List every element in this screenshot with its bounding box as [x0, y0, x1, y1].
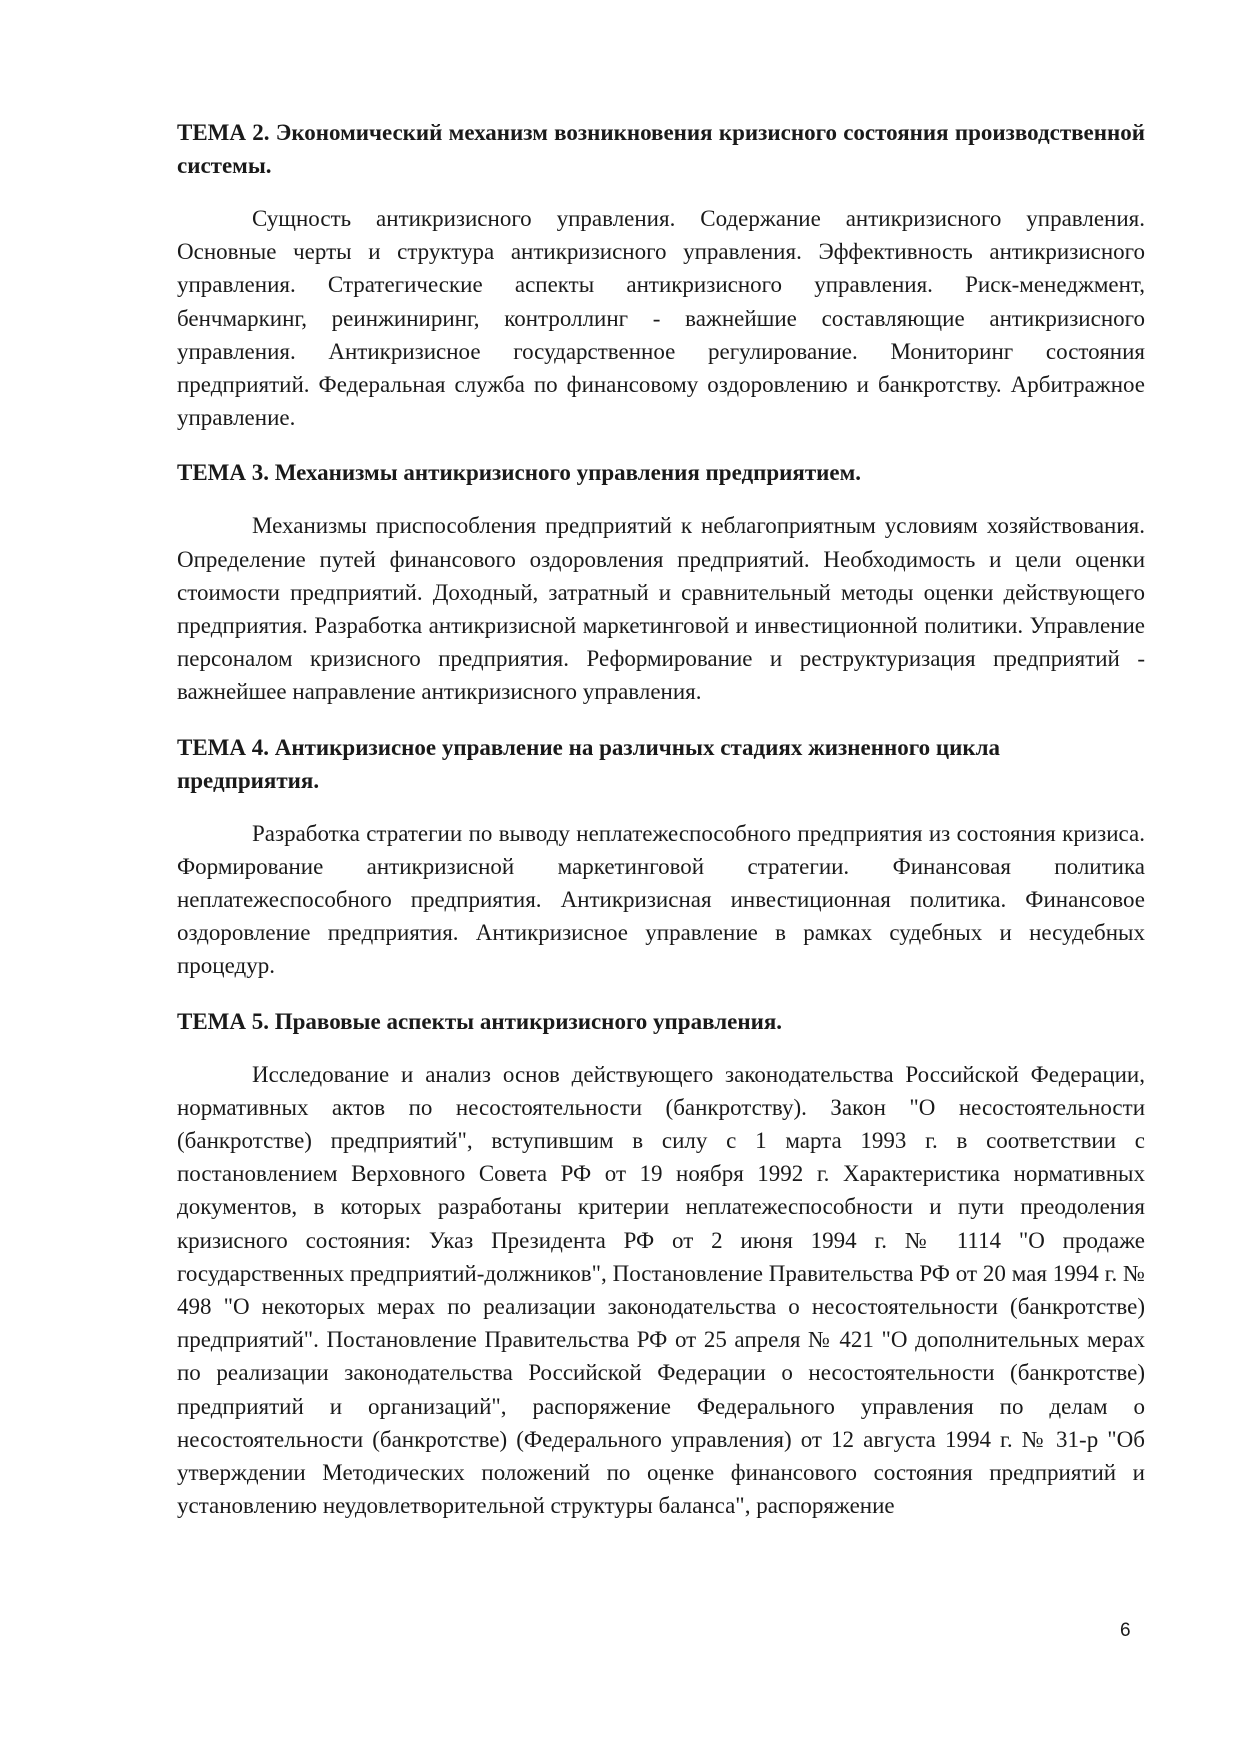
section-body: Разработка стратегии по выводу неплатежеспособного предприятия из состояния кризиса. Формирование антикризисной маркетинговой стратегии. Финансовая политика неплатежеспособного предприятия. Антикризисная инвестиционная политика. Финансовое оздоровление предприятия. Антикризисное управление в рамках судебных и несудебных процедур.	[177, 820, 1145, 979]
section-heading: ТЕМА 3. Механизмы антикризисного управления предприятием.	[177, 460, 862, 486]
section-topic-3	[177, 456, 1145, 708]
section-heading: ТЕМА 5. Правовые аспекты антикризисного управления.	[177, 1008, 783, 1034]
section-topic-4	[177, 731, 1145, 983]
page-number: 6	[1120, 1620, 1131, 1641]
section-heading: ТЕМА 4. Антикризисное управление на различных стадиях жизненного цикла предприятия.	[177, 734, 1001, 793]
section-heading: ТЕМА 2. Экономический механизм возникновения кризисного состояния производственной системы.	[177, 120, 1145, 178]
section-body: Исследование и анализ основ действующего законодательства Российской Федерации, нормативных актов по несостоятельности (банкротству). Закон "О несостоятельности (банкротстве) предприятий", вступившим в силу с 1 марта 1993 г. в соответствии с постановлением Верховного Совета РФ от 19 ноября 1992 г. Характеристика нормативных документов, в которых разработаны критерии неплатежеспособности и пути преодоления кризисного состояния: Указ Президента РФ от 2 июня 1994 г. № 1114 "О продаже государственных предприятий-должников", Постановление Правительства РФ от 20 мая 1994 г. № 498 "О некоторых мерах по реализации законодательства о несостоятельности (банкротстве) предприятий". Постановление Правительства РФ от 25 апреля № 421 "О дополнительных мерах по реализации законодательства Российской Федерации о несостоятельности (банкротстве) предприятий и организаций", распоряжение Федерального управления по делам о несостоятельности (банкротстве) (Федерального управления) от 12 августа 1994 г. № 31-р "Об утверждении Методических положений по оценке финансового состояния предприятий и установлению неудовлетворительной структуры баланса", распоряжение	[177, 1061, 1145, 1519]
section-body: Механизмы приспособления предприятий к неблагоприятным условиям хозяйствования. Определение путей финансового оздоровления предприятий. Необходимость и цели оценки стоимости предприятий. Доходный, затратный и сравнительный методы оценки действующего предприятия. Разработка антикризисной маркетинговой и инвестиционной политики. Управление персоналом кризисного предприятия. Реформирование и реструктуризация предприятий - важнейшее направление антикризисного управления.	[177, 513, 1145, 705]
section-topic-5	[177, 1005, 1145, 1523]
section-body: Сущность антикризисного управления. Содержание антикризисного управления. Основные черты и структура антикризисного управления. Эффективность антикризисного управления. Стратегические аспекты антикризисного управления. Риск-менеджмент, бенчмаркинг, реинжиниринг, контроллинг - важнейшие составляющие антикризисного управления. Антикризисное государственное регулирование. Мониторинг состояния предприятий. Федеральная служба по финансовому оздоровлению и банкротству. Арбитражное управление.	[177, 206, 1145, 431]
section-topic-2	[177, 116, 1145, 434]
page-content	[177, 116, 1145, 1523]
